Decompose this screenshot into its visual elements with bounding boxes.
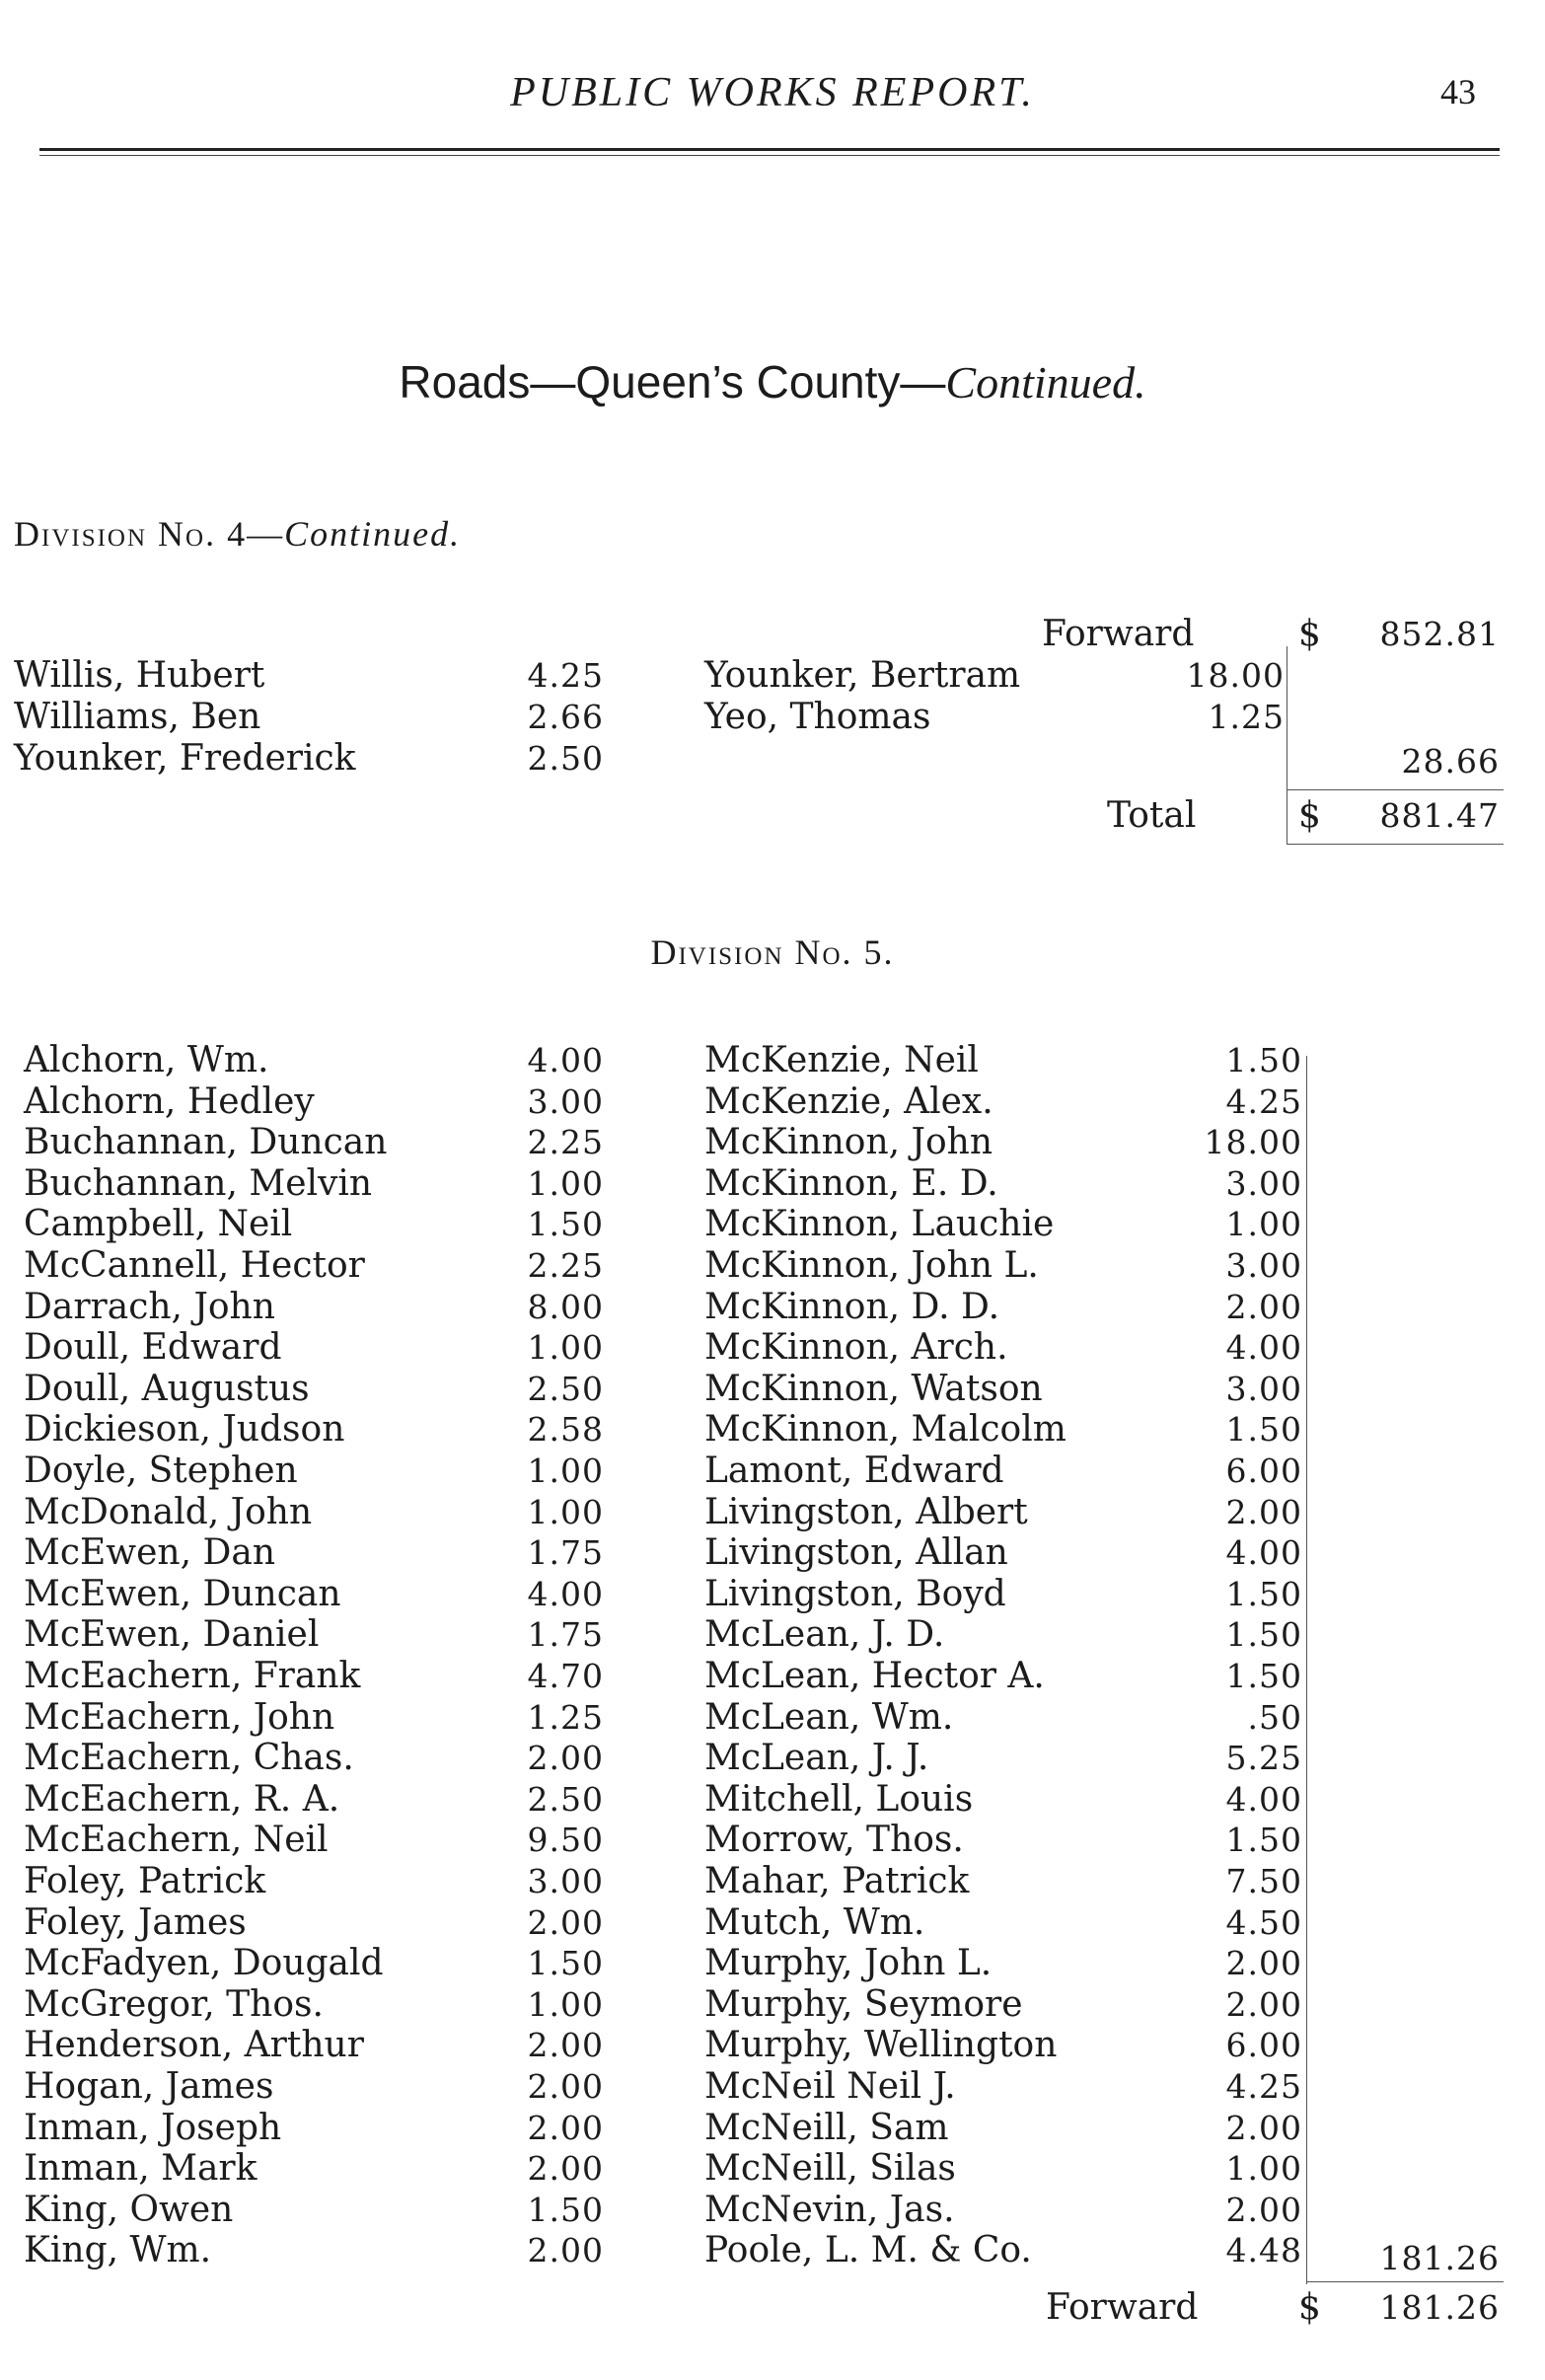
entry-name: McEwen, Daniel (24, 1614, 320, 1656)
entry-name: Doyle, Stephen (24, 1450, 298, 1491)
entry-amount: 2.00 (1225, 1287, 1302, 1326)
division-4-heading-continued: Continued. (284, 514, 462, 554)
division-4-forward-label: Forward (1042, 614, 1195, 654)
entry-amount: 3.00 (527, 1081, 604, 1121)
entry-amount: 2.25 (527, 1123, 604, 1162)
entry-name: Morrow, Thos. (704, 1820, 964, 1861)
entry-name: McKenzie, Neil (704, 1040, 979, 1080)
section-title-continued: Continued. (945, 357, 1146, 408)
division-5-column-rule (1306, 1056, 1307, 2284)
entry-name: Dickieson, Judson (24, 1409, 345, 1450)
entry-amount: 1.25 (1208, 698, 1285, 736)
entry-name: Willis, Hubert (14, 655, 265, 696)
entry-amount: 6.00 (1225, 1451, 1302, 1490)
entry-name: McEwen, Duncan (24, 1573, 341, 1614)
entry-amount: 7.50 (1225, 1862, 1302, 1900)
entry-name: Livingston, Albert (704, 1491, 1028, 1532)
division-4-forward-dollar: $ (1298, 614, 1321, 654)
running-title: PUBLIC WORKS REPORT. (510, 70, 1035, 115)
entry-name: McKinnon, Arch. (704, 1327, 1008, 1369)
entry-amount: 2.00 (527, 1739, 604, 1778)
entry-amount: 5.25 (1225, 1739, 1302, 1778)
entry-amount: 2.50 (527, 1779, 604, 1819)
entry-name: King, Owen (24, 2189, 234, 2230)
entry-name: McFadyen, Dougald (24, 1943, 384, 1984)
division-4-total-underline (1287, 844, 1504, 845)
division-4-total-rule (1287, 789, 1504, 790)
entry-amount: 2.00 (527, 2231, 604, 2270)
entry-name: McEachern, Neil (24, 1820, 329, 1861)
entry-amount: 2.50 (527, 1369, 604, 1408)
entry-name: McCannell, Hector (24, 1245, 365, 1286)
entry-name: Campbell, Neil (24, 1204, 293, 1245)
entry-amount: 2.00 (1225, 1492, 1302, 1531)
division-5-heading: Division No. 5. (650, 932, 895, 972)
entry-name: McKinnon, Lauchie (704, 1204, 1055, 1245)
entry-amount: 2.00 (527, 2067, 604, 2106)
entry-amount: 1.00 (527, 1451, 604, 1490)
entry-amount: 4.25 (1225, 2067, 1302, 2106)
entry-name: McEachern, Frank (24, 1656, 361, 1696)
entry-name: McEachern, Chas. (24, 1738, 354, 1779)
entry-name: Darrach, John (24, 1286, 275, 1327)
entry-amount: 4.00 (1225, 1533, 1302, 1573)
division-5-subtotal: 181.26 (1379, 2239, 1500, 2277)
entry-name: McKinnon, D. D. (704, 1286, 1000, 1327)
entry-amount: 1.00 (527, 1984, 604, 2024)
entry-name: McLean, J. J. (704, 1738, 929, 1779)
entry-name: Williams, Ben (14, 697, 261, 737)
entry-name: McNevin, Jas. (704, 2189, 955, 2230)
division-5-forward-amount: 181.26 (1379, 2288, 1500, 2327)
entry-name: Foley, James (24, 1901, 247, 1943)
division-4-column-rule (1287, 646, 1288, 844)
entry-amount: 2.00 (527, 2108, 604, 2147)
division-5-subtotal-rule (1306, 2281, 1504, 2282)
entry-name: Livingston, Allan (704, 1532, 1008, 1574)
entry-amount: 3.00 (527, 1862, 604, 1900)
entry-amount: 18.00 (1186, 656, 1285, 695)
entry-amount: 1.50 (1225, 1410, 1302, 1450)
entry-name: McKinnon, John L. (704, 1245, 1039, 1286)
entry-name: McKinnon, Malcolm (704, 1409, 1067, 1450)
entry-amount: 4.25 (527, 656, 604, 695)
entry-amount: 3.00 (1225, 1246, 1302, 1285)
entry-name: Younker, Frederick (14, 738, 356, 779)
entry-amount: 1.50 (527, 1944, 604, 1983)
entry-name: McKinnon, John (704, 1122, 993, 1163)
entry-name: Inman, Joseph (24, 2107, 282, 2148)
entry-name: Buchannan, Melvin (24, 1162, 373, 1204)
entry-amount: 2.58 (527, 1410, 604, 1450)
entry-name: McGregor, Thos. (24, 1983, 324, 2025)
entry-amount: 3.00 (1225, 1369, 1302, 1408)
entry-amount: 2.00 (1225, 1984, 1302, 2024)
entry-amount: 1.50 (1225, 1615, 1302, 1655)
entry-name: McKinnon, E. D. (704, 1162, 998, 1204)
entry-name: McLean, J. D. (704, 1614, 945, 1656)
entry-amount: 1.50 (1225, 1657, 1302, 1695)
entry-name: McDonald, John (24, 1491, 313, 1532)
entry-amount: 3.00 (1225, 1163, 1302, 1203)
header-rule-thin (39, 155, 1500, 156)
entry-name: Foley, Patrick (24, 1861, 266, 1901)
entry-name: Henderson, Arthur (24, 2025, 364, 2066)
entry-name: McKenzie, Alex. (704, 1080, 993, 1122)
entry-amount: 1.00 (1225, 1205, 1302, 1244)
entry-amount: 2.00 (527, 2149, 604, 2189)
entry-amount: 4.25 (1225, 1081, 1302, 1121)
entry-name: Inman, Mark (24, 2148, 258, 2190)
entry-name: McNeill, Sam (704, 2107, 949, 2148)
entry-amount: 8.00 (527, 1287, 604, 1326)
entry-amount: 2.00 (1225, 1944, 1302, 1983)
entry-amount: 1.50 (1225, 1041, 1302, 1079)
division-4-total-label: Total (1107, 795, 1197, 836)
page-number: 43 (1440, 72, 1476, 112)
entry-name: Mutch, Wm. (704, 1901, 925, 1943)
entry-name: Mitchell, Louis (704, 1778, 974, 1820)
entry-amount: 1.50 (1225, 1574, 1302, 1613)
entry-amount: 2.50 (527, 739, 604, 778)
entry-name: McEachern, R. A. (24, 1778, 340, 1820)
division-4-heading (14, 513, 461, 555)
entry-name: Lamont, Edward (704, 1450, 1004, 1491)
entry-amount: 1.75 (527, 1615, 604, 1655)
division-5-forward-dollar: $ (1298, 2287, 1321, 2328)
division-4-total-dollar: $ (1298, 795, 1321, 836)
entry-name: Murphy, Seymore (704, 1983, 1023, 2025)
entry-name: Murphy, Wellington (704, 2025, 1058, 2066)
entry-amount: 4.00 (1225, 1779, 1302, 1819)
entry-name: Doull, Augustus (24, 1368, 310, 1409)
entry-amount: 9.50 (527, 1821, 604, 1860)
entry-amount: 2.00 (1225, 2190, 1302, 2229)
entry-name: Yeo, Thomas (704, 697, 931, 737)
entry-name: Doull, Edward (24, 1327, 282, 1369)
entry-name: Alchorn, Hedley (24, 1080, 315, 1122)
entry-amount: 1.00 (527, 1492, 604, 1531)
entry-name: King, Wm. (24, 2230, 212, 2271)
division-5-forward-label: Forward (1046, 2287, 1199, 2328)
entry-amount: 2.00 (527, 1902, 604, 1942)
entry-amount: 1.00 (527, 1328, 604, 1368)
entry-name: Livingston, Boyd (704, 1573, 1006, 1614)
entry-name: McNeil Neil J. (704, 2066, 956, 2107)
entry-amount: 1.25 (527, 1697, 604, 1737)
entry-amount: 4.00 (527, 1041, 604, 1079)
entry-name: McNeill, Silas (704, 2148, 956, 2190)
section-title (0, 355, 1545, 409)
entry-name: Alchorn, Wm. (24, 1040, 269, 1080)
entry-name: Hogan, James (24, 2066, 274, 2107)
entry-name: Mahar, Patrick (704, 1861, 970, 1901)
division-4-subtotal: 28.66 (1401, 742, 1500, 781)
section-title-main: Roads—Queen’s County— (399, 356, 946, 408)
entry-amount: 4.00 (527, 1574, 604, 1613)
entry-amount: 4.50 (1225, 1902, 1302, 1942)
entry-amount: 4.48 (1225, 2231, 1302, 2270)
division-4-heading-text: Division No. 4— (14, 514, 285, 554)
entry-amount: 2.66 (527, 698, 604, 736)
entry-name: McLean, Hector A. (704, 1656, 1045, 1696)
entry-name: Buchannan, Duncan (24, 1122, 388, 1163)
entry-amount: 18.00 (1204, 1123, 1302, 1162)
entry-amount: 1.50 (527, 2190, 604, 2229)
entry-name: Younker, Bertram (704, 655, 1021, 696)
entry-amount: 1.00 (1225, 2149, 1302, 2189)
entry-amount: 1.50 (527, 1205, 604, 1244)
division-4-forward-amount: 852.81 (1379, 615, 1500, 653)
entry-amount: 1.50 (1225, 1821, 1302, 1860)
entry-name: McLean, Wm. (704, 1696, 954, 1738)
entry-amount: 4.00 (1225, 1328, 1302, 1368)
header-rule (39, 148, 1500, 151)
entry-name: McKinnon, Watson (704, 1368, 1043, 1409)
entry-amount: .50 (1247, 1697, 1302, 1737)
entry-amount: 2.25 (527, 1246, 604, 1285)
entry-name: Poole, L. M. & Co. (704, 2230, 1032, 2271)
entry-amount: 2.00 (1225, 2108, 1302, 2147)
entry-amount: 6.00 (1225, 2026, 1302, 2065)
entry-name: McEachern, John (24, 1696, 335, 1738)
division-4-total-amount: 881.47 (1379, 796, 1500, 835)
entry-name: McEwen, Dan (24, 1532, 276, 1574)
entry-name: Murphy, John L. (704, 1943, 993, 1984)
entry-amount: 1.75 (527, 1533, 604, 1573)
entry-amount: 1.00 (527, 1163, 604, 1203)
entry-amount: 4.70 (527, 1657, 604, 1695)
entry-amount: 2.00 (527, 2026, 604, 2065)
